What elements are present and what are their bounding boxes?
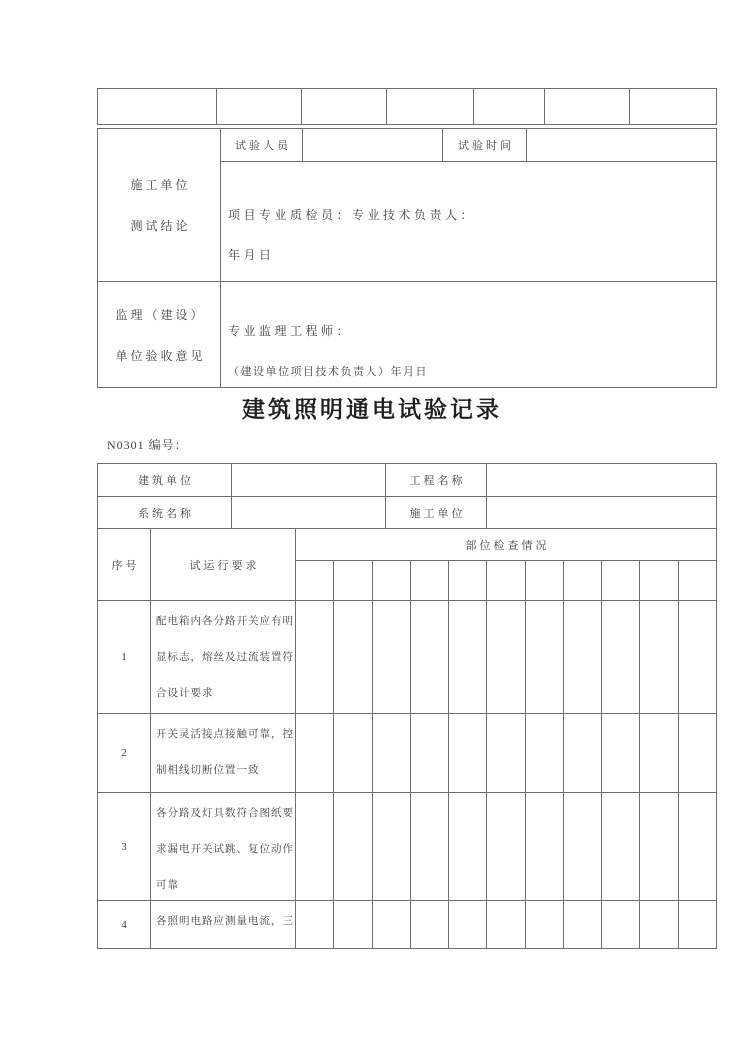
empty-cell bbox=[639, 714, 677, 792]
row-requirement: 各分路及灯具数符合图纸要求漏电开关试跳、复位动作可靠 bbox=[150, 793, 295, 900]
construction-unit-value-cell bbox=[486, 497, 716, 528]
date-line: （建设单位项目技术负责人）年月日 bbox=[228, 366, 428, 378]
date-line: 年月日 bbox=[228, 248, 275, 262]
empty-cell bbox=[525, 561, 563, 600]
supervisor-signature-cell bbox=[220, 282, 716, 387]
inspector-signature-cell bbox=[221, 162, 716, 281]
empty-cell bbox=[544, 89, 629, 124]
empty-cell bbox=[486, 793, 524, 900]
conclusion-table bbox=[97, 128, 717, 388]
row-seq: 4 bbox=[121, 918, 127, 931]
empty-cell bbox=[678, 561, 716, 600]
empty-cell bbox=[98, 89, 216, 124]
tester-value-cell bbox=[302, 129, 442, 161]
form-number: N0301 编号： bbox=[107, 438, 188, 452]
empty-cell bbox=[410, 901, 448, 948]
test-time-label: 试验时间 bbox=[442, 129, 526, 161]
empty-grid-row bbox=[98, 89, 716, 124]
empty-cell bbox=[486, 601, 524, 713]
empty-cell bbox=[448, 793, 486, 900]
empty-cell bbox=[410, 561, 448, 600]
empty-cell bbox=[678, 901, 716, 948]
empty-cell bbox=[639, 561, 677, 600]
build-unit-label: 建筑单位 bbox=[138, 475, 194, 487]
empty-cell bbox=[486, 561, 524, 600]
table-row bbox=[98, 713, 716, 792]
empty-cell bbox=[296, 601, 333, 713]
empty-cell bbox=[601, 901, 639, 948]
record-table bbox=[97, 463, 717, 949]
empty-cell bbox=[448, 901, 486, 948]
table-row bbox=[98, 496, 716, 528]
construction-conclusion-label bbox=[98, 129, 220, 281]
empty-cell bbox=[473, 89, 544, 124]
supervision-acceptance-row bbox=[98, 281, 716, 387]
empty-cell bbox=[678, 714, 716, 792]
empty-cell bbox=[372, 561, 410, 600]
label-line: 施工单位 bbox=[130, 178, 191, 192]
tester-label: 试验人员 bbox=[235, 140, 291, 152]
table-row bbox=[98, 464, 716, 496]
system-name-value-cell bbox=[231, 497, 385, 528]
empty-cell bbox=[486, 901, 524, 948]
inspector-line: 项目专业质检员：专业技术负责人： bbox=[228, 208, 477, 222]
empty-cell bbox=[296, 561, 333, 600]
empty-cell bbox=[486, 714, 524, 792]
empty-cell bbox=[525, 601, 563, 713]
empty-cell bbox=[372, 714, 410, 792]
inspection-section-header: 部位检查情况 bbox=[296, 529, 716, 561]
empty-cell bbox=[678, 601, 716, 713]
empty-cell bbox=[301, 89, 386, 124]
supervision-acceptance-label bbox=[98, 282, 220, 387]
empty-cell bbox=[333, 793, 371, 900]
empty-cell bbox=[601, 793, 639, 900]
seq-column-header: 序号 bbox=[111, 559, 140, 572]
empty-cell bbox=[678, 793, 716, 900]
empty-cell bbox=[448, 601, 486, 713]
empty-cell bbox=[410, 793, 448, 900]
row-seq: 3 bbox=[121, 840, 127, 853]
empty-cell bbox=[296, 714, 333, 792]
table-row bbox=[98, 792, 716, 900]
row-requirement: 配电箱内各分路开关应有明显标志，熔丝及过流装置符合设计要求 bbox=[150, 601, 295, 713]
empty-cell bbox=[629, 89, 716, 124]
empty-cell bbox=[563, 561, 601, 600]
construction-unit-label: 施工单位 bbox=[385, 497, 486, 528]
row-seq: 2 bbox=[121, 747, 127, 759]
empty-cell bbox=[601, 601, 639, 713]
top-empty-grid-table bbox=[97, 88, 717, 125]
empty-cell bbox=[372, 793, 410, 900]
empty-cell bbox=[386, 89, 473, 124]
tester-row bbox=[221, 129, 716, 162]
empty-cell bbox=[296, 793, 333, 900]
empty-cell bbox=[639, 793, 677, 900]
inspection-cells bbox=[295, 601, 716, 713]
empty-cell bbox=[448, 561, 486, 600]
column-header-row bbox=[98, 528, 716, 600]
requirement-column-header: 试运行要求 bbox=[150, 529, 295, 600]
build-unit-value-cell bbox=[231, 464, 385, 496]
label-line: 监理（建设） bbox=[115, 307, 206, 322]
construction-conclusion-row bbox=[98, 129, 716, 281]
row-requirement: 各照明电路应测量电流，三 bbox=[150, 901, 295, 948]
table-row bbox=[98, 900, 716, 948]
empty-cell bbox=[333, 601, 371, 713]
empty-cell bbox=[333, 561, 371, 600]
project-name-value-cell bbox=[486, 464, 716, 496]
empty-cell bbox=[372, 901, 410, 948]
empty-cell bbox=[448, 714, 486, 792]
empty-cell bbox=[563, 793, 601, 900]
table-row bbox=[98, 600, 716, 713]
empty-cell bbox=[563, 714, 601, 792]
empty-cell bbox=[333, 901, 371, 948]
empty-cell bbox=[563, 901, 601, 948]
test-time-value-cell bbox=[526, 129, 716, 161]
empty-cell bbox=[639, 901, 677, 948]
empty-cell bbox=[525, 793, 563, 900]
page-title: 建筑照明通电试验记录 bbox=[242, 397, 502, 422]
inspection-cells bbox=[295, 793, 716, 900]
label-line: 测试结论 bbox=[130, 219, 191, 233]
inspection-cells bbox=[295, 901, 716, 948]
empty-cell bbox=[601, 561, 639, 600]
empty-cell bbox=[525, 901, 563, 948]
empty-cell bbox=[601, 714, 639, 792]
empty-cell bbox=[563, 601, 601, 713]
label-line: 单位验收意见 bbox=[115, 348, 206, 363]
empty-cell bbox=[639, 601, 677, 713]
empty-cell bbox=[333, 714, 371, 792]
row-seq: 1 bbox=[121, 651, 127, 663]
empty-cell bbox=[410, 714, 448, 792]
system-name-label: 系统名称 bbox=[138, 507, 194, 520]
empty-cell bbox=[372, 601, 410, 713]
engineer-line: 专业监理工程师： bbox=[228, 324, 353, 338]
empty-cell bbox=[525, 714, 563, 792]
project-name-label: 工程名称 bbox=[385, 464, 486, 496]
row-requirement: 开关灵活接点接触可靠，控制相线切断位置一致 bbox=[150, 714, 295, 792]
inspection-cells bbox=[295, 714, 716, 792]
empty-cell bbox=[216, 89, 301, 124]
empty-cell bbox=[410, 601, 448, 713]
inspection-subcolumns bbox=[296, 561, 716, 600]
empty-cell bbox=[296, 901, 333, 948]
